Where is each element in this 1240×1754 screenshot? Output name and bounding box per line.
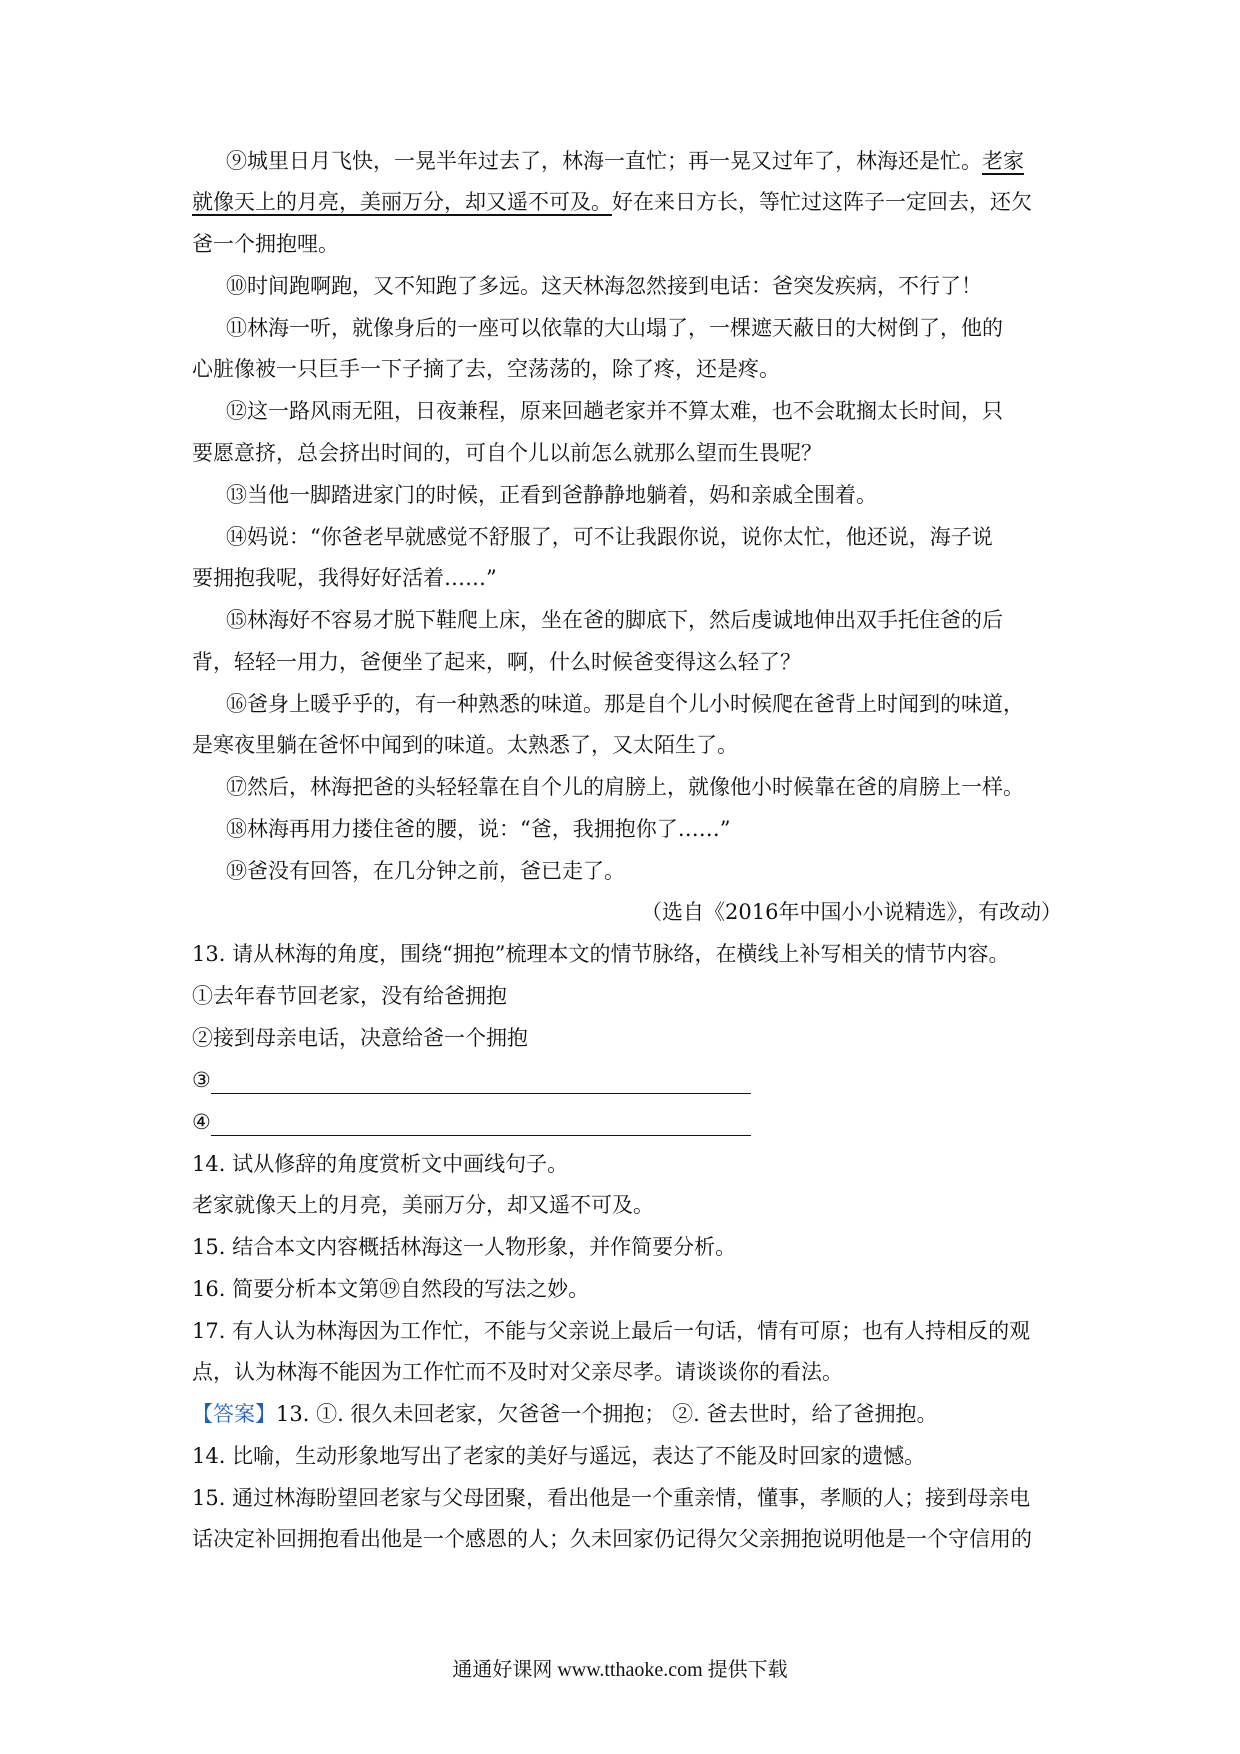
paragraph-19: ⑲爸没有回答，在几分钟之前，爸已走了。	[226, 859, 625, 883]
item-4-marker: ④	[192, 1110, 211, 1134]
question-13-item-4	[192, 1108, 1062, 1136]
answer-13-text: 13. ①. 很久未回老家，欠爸爸一个拥抱； ②. 爸去世时，给了爸拥抱。	[276, 1402, 938, 1426]
paragraph-9-line-1	[226, 147, 1062, 175]
answer-blank-3[interactable]	[211, 1071, 751, 1094]
question-17-line-1: 17. 有人认为林海因为工作忙，不能与父亲说上最后一句话，情有可原；也有人持相反的观	[192, 1319, 1031, 1343]
question-13-item-3	[192, 1066, 1062, 1094]
answer-15-line-1: 15. 通过林海盼望回老家与父母团聚，看出他是一个重亲情，懂事，孝顺的人；接到母亲电	[192, 1486, 1031, 1510]
paragraph-18: ⑱林海再用力搂住爸的腰，说：“爸，我拥抱你了……”	[226, 817, 731, 841]
answer-tag: 【答案】	[192, 1402, 276, 1426]
question-16: 16. 简要分析本文第⑲自然段的写法之妙。	[192, 1277, 590, 1301]
underlined-sentence-part-1: 老家	[982, 149, 1024, 173]
p9-text-b: 好在来日方长，等忙过这阵子一定回去，还欠	[612, 190, 1032, 214]
source-citation: （选自《2016年中国小小说精选》，有改动）	[641, 900, 1062, 924]
paragraph-12-line-2: 要愿意挤，总会挤出时间的，可自个儿以前怎么就那么望而生畏呢？	[192, 441, 822, 465]
paragraph-14-line-1: ⑭妈说：“你爸老早就感觉不舒服了，可不让我跟你说，说你太忙，他还说，海子说	[226, 525, 993, 549]
paragraph-16-line-1: ⑯爸身上暖乎乎的，有一种熟悉的味道。那是自个儿小时候爬在爸背上时闻到的味道，	[226, 692, 1024, 716]
question-13: 13. 请从林海的角度，围绕“拥抱”梳理本文的情节脉络，在横线上补写相关的情节内容。	[192, 942, 1010, 966]
paragraph-14-line-2: 要拥抱我呢，我得好好活着……”	[192, 566, 497, 590]
paragraph-9-line-3: 爸一个拥抱哩。	[192, 232, 339, 256]
answer-13	[192, 1400, 1062, 1428]
question-15: 15. 结合本文内容概括林海这一人物形象，并作简要分析。	[192, 1235, 737, 1259]
paragraph-13: ⑬当他一脚踏进家门的时候，正看到爸静静地躺着，妈和亲戚全围着。	[226, 483, 877, 507]
p9-text-a: ⑨城里日月飞快，一晃半年过去了，林海一直忙；再一晃又过年了，林海还是忙。	[226, 149, 982, 173]
question-17-line-2: 点，认为林海不能因为工作忙而不及时对父亲尽孝。请谈谈你的看法。	[192, 1360, 843, 1384]
paragraph-17: ⑰然后，林海把爸的头轻轻靠在自个儿的肩膀上，就像他小时候靠在爸的肩膀上一样。	[226, 775, 1024, 799]
question-13-item-2: ②接到母亲电话，决意给爸一个拥抱	[192, 1026, 528, 1050]
answer-blank-4[interactable]	[211, 1113, 751, 1136]
question-14: 14. 试从修辞的角度赏析文中画线句子。	[192, 1152, 569, 1176]
paragraph-11-line-1: ⑪林海一听，就像身后的一座可以依靠的大山塌了，一棵遮天蔽日的大树倒了，他的	[226, 316, 1003, 340]
item-3-marker: ③	[192, 1068, 211, 1092]
paragraph-9-line-2	[192, 188, 1062, 216]
question-14-sentence: 老家就像天上的月亮，美丽万分，却又遥不可及。	[192, 1193, 654, 1217]
paragraph-16-line-2: 是寒夜里躺在爸怀中闻到的味道。太熟悉了，又太陌生了。	[192, 733, 738, 757]
paragraph-11-line-2: 心脏像被一只巨手一下子摘了去，空荡荡的，除了疼，还是疼。	[192, 357, 780, 381]
paragraph-15-line-2: 背，轻轻一用力，爸便坐了起来，啊，什么时候爸变得这么轻了？	[192, 650, 801, 674]
footer-download-note: 通通好课网 www.tthaoke.com 提供下载	[452, 1659, 788, 1681]
paragraph-10: ⑩时间跑啊跑，又不知跑了多远。这天林海忽然接到电话：爸突发疾病，不行了！	[226, 274, 982, 298]
underlined-sentence-part-2: 就像天上的月亮，美丽万分，却又遥不可及。	[192, 190, 612, 214]
question-13-item-1: ①去年春节回老家，没有给爸拥抱	[192, 984, 507, 1008]
answer-14: 14. 比喻，生动形象地写出了老家的美好与遥远，表达了不能及时回家的遗憾。	[192, 1444, 926, 1468]
answer-15-line-2: 话决定补回拥抱看出他是一个感恩的人；久未回家仍记得欠父亲拥抱说明他是一个守信用的	[192, 1527, 1032, 1551]
paragraph-12-line-1: ⑫这一路风雨无阻，日夜兼程，原来回趟老家并不算太难，也不会耽搁太长时间，只	[226, 399, 1003, 423]
paragraph-15-line-1: ⑮林海好不容易才脱下鞋爬上床，坐在爸的脚底下，然后虔诚地伸出双手托住爸的后	[226, 608, 1003, 632]
